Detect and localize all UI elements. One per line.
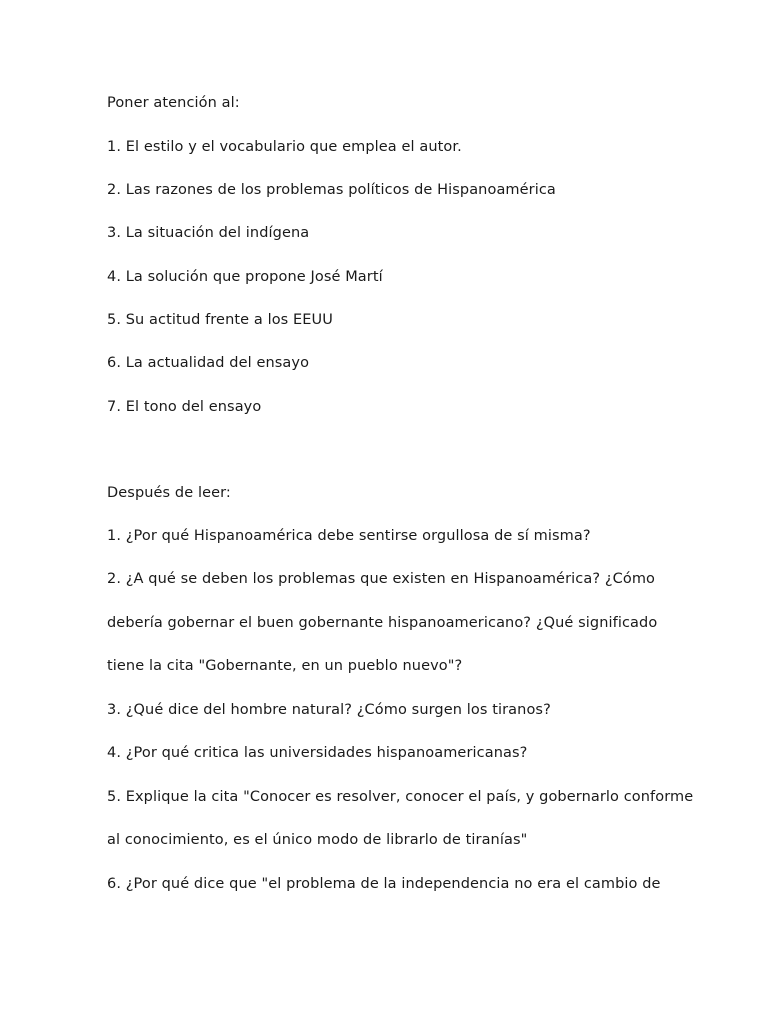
question-line: al conocimiento, es el único modo de librarlo de tiranías" bbox=[107, 832, 528, 848]
question-line: debería gobernar el buen gobernante hispanoamericano? ¿Qué significado bbox=[107, 615, 658, 631]
list-item: 7. El tono del ensayo bbox=[107, 399, 262, 415]
question-line: 6. ¿Por qué dice que "el problema de la independencia no era el cambio de bbox=[107, 876, 661, 892]
list-item: 1. El estilo y el vocabulario que emplea el autor. bbox=[107, 139, 462, 155]
question-line: 2. ¿A qué se deben los problemas que existen en Hispanoamérica? ¿Cómo bbox=[107, 571, 656, 587]
question-line: 1. ¿Por qué Hispanoamérica debe sentirse orgullosa de sí misma? bbox=[107, 528, 591, 544]
question-line: tiene la cita "Gobernante, en un pueblo nuevo"? bbox=[107, 658, 463, 674]
list-item: 6. La actualidad del ensayo bbox=[107, 355, 310, 371]
section-heading-despues-de-leer: Después de leer: bbox=[107, 485, 231, 501]
list-item: 3. La situación del indígena bbox=[107, 225, 310, 241]
question-line: 5. Explique la cita "Conocer es resolver, conocer el país, y gobernarlo conforme bbox=[107, 789, 694, 805]
question-line: 3. ¿Qué dice del hombre natural? ¿Cómo surgen los tiranos? bbox=[107, 702, 551, 718]
list-item: 4. La solución que propone José Martí bbox=[107, 269, 383, 285]
list-item: 2. Las razones de los problemas políticos de Hispanoamérica bbox=[107, 182, 556, 198]
section-heading-poner-atencion: Poner atención al: bbox=[107, 95, 240, 111]
list-item: 5. Su actitud frente a los EEUU bbox=[107, 312, 333, 328]
question-line: 4. ¿Por qué critica las universidades hispanoamericanas? bbox=[107, 745, 528, 761]
